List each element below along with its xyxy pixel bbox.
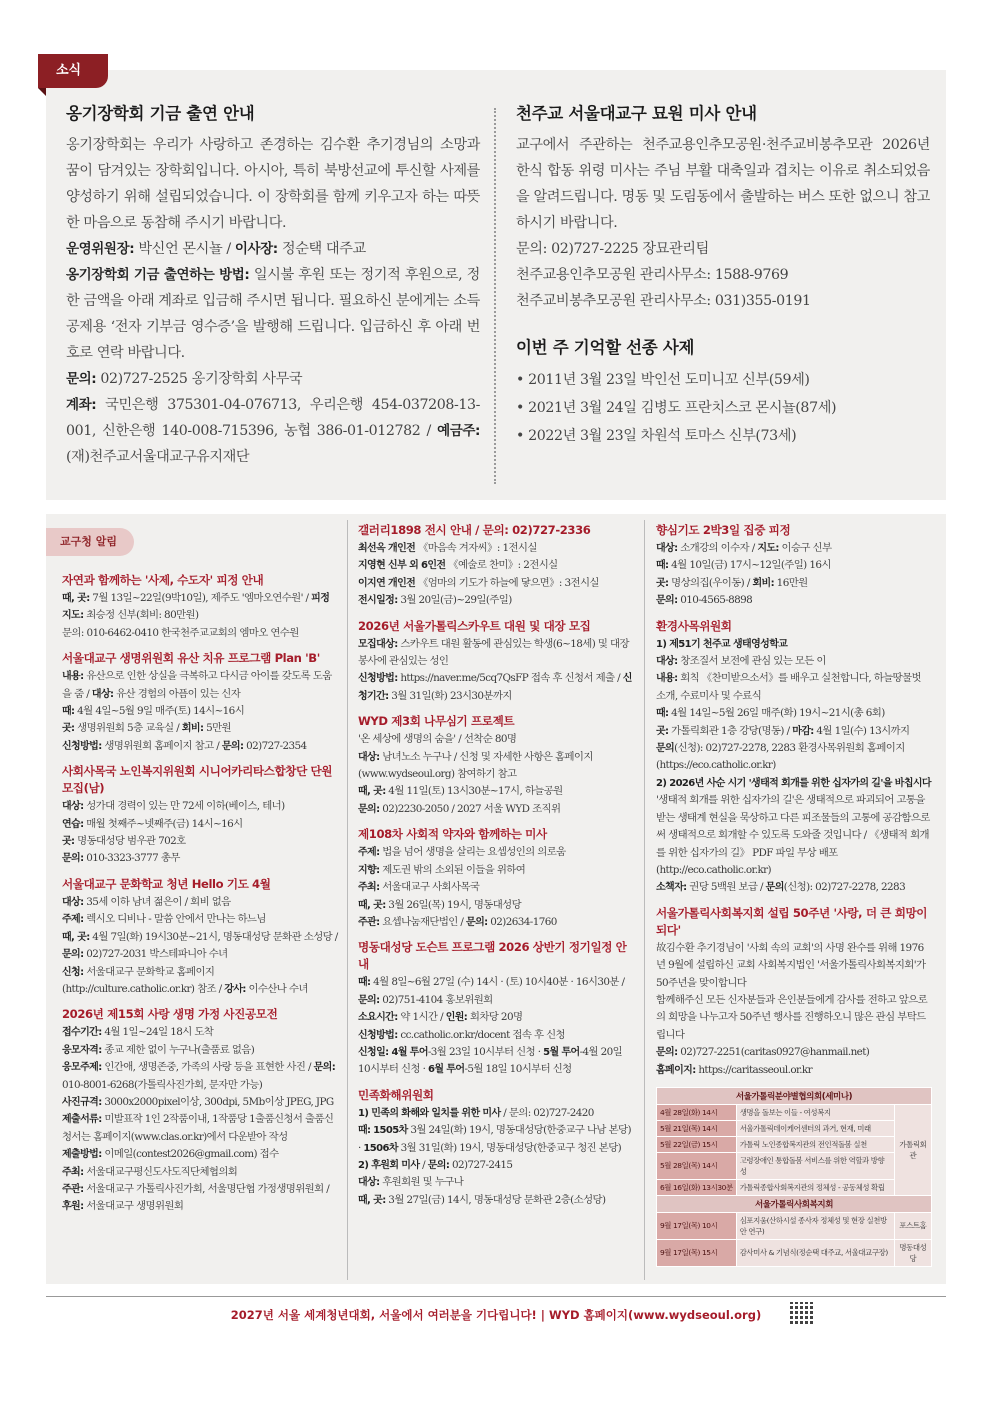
notice-title: 사회사목국 노인복지위원회 시니어카리타스합창단 단원 모집(남) (62, 764, 333, 796)
notice-title: WYD 제3회 나무심기 프로젝트 (358, 714, 515, 729)
notice-title: 명동대성당 도슨트 프로그램 2026 상반기 정기일정 안내 (358, 940, 627, 972)
saint-item: • 2011년 3월 23일 박인선 도미니꼬 신부(59세) (516, 366, 930, 394)
notice-title: 민족화해위원회 (358, 1087, 434, 1102)
table-row (657, 1136, 932, 1152)
schedule-date: 5월 28일(목) 14시 (657, 1152, 737, 1179)
schedule-content: 심포지움(산하시설 종사자 정체성 및 현장 실천방안 연구) (736, 1212, 894, 1239)
notice-title: 자연과 함께하는 '사제, 수도자' 피정 안내 (62, 573, 264, 587)
qr-code-icon (790, 1302, 814, 1326)
notice-block (358, 826, 634, 931)
notice-line: 주관: 서울대교구 가톨릭사진가회, 서울명단협 가정생명위원회 / 후원: 서울대교구 생명위원회 (62, 1182, 330, 1213)
notice-line: 대상: 성가대 경력이 있는 만 72세 이하(베이스, 테너) (62, 800, 285, 813)
notice-line: 때: 4월 14일~5월 26일 매주(화) 19시~21시(총 6회) (656, 707, 885, 720)
notice-line: 때, 곳: 4월 7일(화) 19시30분~21시, 명동대성당 문화관 소성당 / 문의: 02)727-2031 박스테파니아 수녀 (62, 930, 338, 961)
notice-line: 대상: 후원회원 및 누구나 (358, 1176, 464, 1189)
column-3-notices (656, 522, 932, 1079)
notice-line: 2) 후원회 미사 / 문의: 02)727-2415 (358, 1158, 513, 1171)
table-row (657, 1104, 932, 1120)
notice-line: 때: 4월 10일(금) 17시~12일(주일) 16시 (656, 559, 831, 572)
notice-line: 때, 곳: 4월 11일(토) 13시30분~17시, 하늘공원 (358, 785, 563, 798)
chair-label: 운영위원장: (66, 241, 135, 257)
cemetery-contact-2: 천주교용인추모공원 관리사무소: 1588-9769 (516, 267, 789, 283)
notice-line: 주관: 요셉나눔재단법인 / 문의: 02)2634-1760 (358, 915, 557, 928)
notice-title: 2026년 제15회 사랑 생명 가정 사진공모전 (62, 1007, 278, 1022)
notice-line: 문의: 010-4565-8898 (656, 594, 753, 607)
saint-item: • 2021년 3월 24일 김병도 프란치스코 몬시뇰(87세) (516, 394, 930, 422)
cemetery-body (516, 132, 930, 314)
notice-line: 제출방법: 이메일(contest2026@gmail.com) 접수 (62, 1148, 279, 1161)
table-row (657, 1239, 932, 1266)
notice-block (62, 1006, 338, 1215)
notice-line: 내용: 유산으로 인한 상실을 극복하고 다시금 아이를 갖도록 도움을 줌 / 대상: 유산 경험의 아픔이 있는 신자 (62, 670, 332, 700)
notice-line: 신청: 서울대교구 문화학교 홈페이지(http://culture.catholic.or.kr) 참조 / 강사: 이수산나 수녀 (62, 965, 308, 995)
notice-line: 때, 곳: 3월 26일(목) 19시, 명동대성당 (358, 898, 522, 911)
method-label: 옹기장학회 기금 출연하는 방법: (66, 267, 250, 283)
notice-line: 1) 제51기 천주교 생태영성학교 (656, 638, 788, 650)
notice-line: 전시일정: 3월 20일(금)~29일(주일) (358, 594, 512, 607)
schedule-content: 가톨릭종합사회복지관의 정체성 - 공동체성 확립 (736, 1179, 894, 1195)
notice-line: '온 세상에 생명의 숨을' / 선착순 80명 (358, 733, 517, 746)
notice-line: 때: 4월 4일~5월 9일 매주(토) 14시~16시 (62, 705, 245, 718)
schedule-date: 5월 21일(목) 14시 (657, 1120, 737, 1136)
notice-line: 주최: 서울대교구평신도사도직단체협의회 (62, 1165, 238, 1178)
schedule-header: 서울가톨릭사회복지회 (657, 1195, 932, 1212)
saint-item: • 2022년 3월 23일 차원석 토마스 신부(73세) (516, 422, 930, 450)
notice-title: 향심기도 2박3일 집중 피정 (656, 523, 791, 537)
notice-line: 2) 2026년 사순 시기 '생태적 회개를 위한 십자가의 길'을 바칩시다 (656, 777, 931, 789)
notice-title: 서울가톨릭사회복지회 설립 50주년 '사랑, 더 큰 희망이 되다' (656, 905, 928, 937)
director-value: 정순택 대주교 (277, 241, 366, 257)
section-tag-diocese: 교구청 알림 (46, 528, 134, 556)
notice-block (358, 522, 634, 610)
notice-block (656, 905, 932, 1079)
notice-line: 내용: 회칙 《찬미받으소서》를 배우고 실천합니다, 하늘땅물벗 소개, 수료미사 및 수료식 (656, 672, 921, 702)
footer-banner: 2027년 서울 세계청년대회, 서울에서 여러분을 기다립니다! | WYD 홈페이지(www.wydseoul.org) (230, 1308, 762, 1322)
notice-line: 문의(신청): 02)727-2278, 2283 환경사목위원회 홈페이지(https://eco.catholic.or.kr) (656, 742, 905, 772)
schedule-content: 서울가톨릭데이케어센터의 과거, 현재, 미래 (736, 1120, 894, 1136)
notice-line: 대상: 소개강의 이수자 / 지도: 이승구 신부 (656, 542, 832, 554)
notice-line: 접수기간: 4월 1일~24일 18시 도착 (62, 1026, 214, 1039)
notice-title: 제108차 사회적 약자와 함께하는 미사 (358, 827, 547, 842)
notice-line: 때: 4월 8일~6월 27일 (수) 14시 · (토) 10시40분 · 16시30분 / 문의: 02)751-4104 홍보위원회 (358, 976, 625, 1006)
director-label: 이사장: (234, 241, 278, 257)
schedule-content: 가톨릭 노인종합복지관의 전인적돌봄 실천 (736, 1136, 894, 1152)
notice-title: 2026년 서울가톨릭스카우트 대원 및 대장 모집 (358, 618, 591, 633)
notice-line: 지향: 제도권 밖의 소외된 이들을 위하여 (358, 863, 526, 876)
notice-line: 홈페이지: https://caritasseoul.or.kr (656, 1063, 812, 1076)
holder-value: (재)천주교서울대교구유지재단 (66, 449, 250, 465)
cemetery-title: 천주교 서울대교구 묘원 미사 안내 (516, 104, 757, 123)
table-row (657, 1152, 932, 1179)
notice-block (656, 618, 932, 897)
contact-label: 문의: (66, 371, 97, 387)
notice-line: 신청일: 4월 투어-3월 23일 10시부터 신청 · 5월 투어-4월 20일 10시부터 신청 · 6월 투어-5월 18일 10시부터 신청 (358, 1045, 623, 1076)
notice-column-1 (62, 572, 338, 1224)
notice-line: 주최: 서울대교구 사회사목국 (358, 881, 480, 894)
scholarship-intro: 옹기장학회는 우리가 사랑하고 존경하는 김수환 추기경님의 소망과 꿈이 담겨있는 장학회입니다. 아시아, 특히 북방선교에 투신할 사제를 양성하기 위해 설립되었습니다. 이 장학회를 함께 키우고자 하는 따뜻한 마음으로 동참해 주시기 바랍니다. (66, 137, 480, 231)
notice-title: 환경사목위원회 (656, 618, 732, 633)
cemetery-contact-1: 문의: 02)727-2225 장묘관리팀 (516, 241, 709, 257)
notice-line: 문의: 02)2230-2050 / 2027 서울 WYD 조직위 (358, 802, 561, 815)
schedule-date: 5월 22일(금) 15시 (657, 1136, 737, 1152)
footer-rule (46, 1296, 946, 1297)
scholarship-notice (66, 100, 480, 470)
contact-value: 02)727-2525 옹기장학회 사무국 (96, 371, 303, 387)
account-label: 계좌: (66, 397, 97, 413)
column-divider-1 (347, 520, 348, 1280)
notice-line: 대상: 35세 이하 남녀 젊은이 / 회비 없음 (62, 895, 231, 908)
schedule-place: 가톨릭회관 (894, 1104, 931, 1195)
anniversary-schedule-table (656, 1087, 932, 1267)
notice-line: 신청방법: cc.catholic.or.kr/docent 접속 후 신청 (358, 1028, 565, 1041)
section-tag-news: 소식 (38, 54, 108, 88)
notice-line: 신청방법: 생명위원회 홈페이지 참고 / 문의: 02)727-2354 (62, 739, 307, 752)
notice-line: 때, 곳: 3월 27일(금) 14시, 명동대성당 문화관 2층(소성당) (358, 1193, 606, 1206)
notice-line: 사진규격: 3000x2000pixel이상, 300dpi, 5Mb이상 JPEG, JPG (62, 1095, 334, 1108)
chair-value: 박신언 몬시뇰 / (134, 241, 235, 257)
notice-block (358, 713, 634, 818)
method-value: 일시불 후원 또는 정기적 후원으로, 정한 금액을 아래 계좌로 입금해 주시면 됩니다. 필요하신 분에게는 소득공제용 ‘전자 기부금 영수증’을 발행해 드립니다. 입금하신 후 아래 번호로 연락 바랍니다. (66, 267, 480, 361)
notice-line: 소요시간: 약 1시간 / 인원: 회차당 20명 (358, 1011, 523, 1024)
notice-column-2 (358, 522, 634, 1217)
notice-line: '생태적 회개를 위한 십자가의 길'은 생태적으로 파괴되어 고통을 받는 생태계 현실을 묵상하고 다른 피조물들의 고통에 공감함으로써 생태적으로 회개할 수 있도록 도와줄 것입니다 / 《생태적 회개를 위한 십자가의 길》 PDF 파일 무상 배포(http://eco.catholic.or.kr) (656, 794, 930, 876)
holder-label: 예금주: (437, 423, 480, 439)
notice-line: 곳: 명동대성당 범우관 702호 (62, 835, 186, 848)
schedule-header: 서울가톨릭분야별협의회(세미나) (657, 1087, 932, 1104)
notice-block (358, 1087, 634, 1209)
scholarship-body (66, 132, 480, 470)
notice-line: 대상: 창조질서 보전에 관심 있는 모든 이 (656, 655, 826, 668)
notice-line: 이지연 개인전 《엄마의 기도가 하늘에 닿으면》: 3전시실 (358, 576, 599, 589)
notice-line: 때, 곳: 7월 13일~22일(9박10일), 제주도 '엠마오연수원' / 피정 지도: 최승정 신부(회비: 80만원) (62, 592, 330, 622)
notice-line: 곳: 가톨릭회관 1층 강당(명동) / 마감: 4월 1일(수) 13시까지 (656, 724, 910, 737)
notice-line: 주제: 렉시오 디비나 - 말씀 안에서 만나는 하느님 (62, 913, 266, 926)
notice-line: 연습: 매월 첫째주~넷째주(금) 14시~16시 (62, 817, 243, 830)
notice-line: 주제: 법을 넘어 생명을 살리는 요셉성인의 의로움 (358, 846, 566, 859)
notice-title: 서울대교구 문화학교 청년 Hello 기도 4월 (62, 876, 271, 891)
notice-line: 곳: 생명위원회 5층 교육실 / 회비: 5만원 (62, 722, 231, 735)
cemetery-mass-notice (516, 100, 930, 450)
notice-line: 문의: 02)727-2251(caritas0927@hanmail.net) (656, 1046, 870, 1059)
notice-line: 소책자: 권당 5백원 보급 / 문의(신청): 02)727-2278, 2283 (656, 881, 906, 894)
table-row (657, 1212, 932, 1239)
schedule-date: 4월 28일(화) 14시 (657, 1104, 737, 1120)
scholarship-title: 옹기장학회 기금 출연 안내 (66, 104, 255, 123)
notice-block (358, 618, 634, 706)
schedule-content: 감사미사 & 기념식(정순택 대주교, 서울대교구장) (736, 1239, 894, 1266)
table-row (657, 1179, 932, 1195)
column-divider-2 (644, 520, 645, 1280)
notice-block (62, 650, 338, 755)
notice-line: 대상: 남녀노소 누구나 / 신청 및 자세한 사항은 홈페이지(www.wydseoul.org) 참여하기 참고 (358, 750, 593, 781)
notice-line: 응모자격: 종교 제한 없이 누구나(출품료 없음) (62, 1043, 255, 1056)
notice-line: 응모주제: 인간애, 생명존중, 가족의 사랑 등을 표현한 사진 / 문의: 010-8001-6268(가톨릭사진가회, 문자만 가능) (62, 1061, 336, 1091)
notice-block (62, 763, 338, 868)
saints-list (516, 366, 930, 450)
schedule-content: 고령장애인 통합돌봄 서비스를 위한 역할과 방향성 (736, 1152, 894, 1179)
notice-title: 서울대교구 생명위원회 유산 치유 프로그램 Plan 'B' (62, 651, 320, 666)
notice-title: 갤러리1898 전시 안내 / 문의: 02)727-2336 (358, 523, 591, 537)
notice-line: 문의: 010-3323-3777 총무 (62, 852, 180, 865)
saints-title: 이번 주 기억할 선종 사제 (516, 338, 695, 357)
notice-block (656, 522, 932, 610)
notice-line: 제출서류: 미발표작 1인 2작품이내, 1작품당 1출품신청서 출품신청서는 홈페이지(www.clas.or.kr)에서 다운받아 작성 (62, 1113, 334, 1143)
notice-line: 신청방법: https://naver.me/5cq7QsFP 접속 후 신청서 제출 / 신청기간: 3월 31일(화) 23시30분까지 (358, 672, 632, 702)
notice-block (358, 939, 634, 1078)
notice-line: 때: 1505차 3월 24일(화) 19시, 명동대성당(한중교구 나남 본당) · 1506차 3월 31일(화) 19시, 명동대성당(한중교구 청진 본당) (358, 1124, 631, 1154)
schedule-date: 9월 17일(목) 10시 (657, 1212, 737, 1239)
notice-line: 최선옥 개인전 《마음속 겨자씨》: 1전시실 (358, 542, 537, 554)
notice-line: 1) 민족의 화해와 일치를 위한 미사 / 문의: 02)727-2420 (358, 1106, 594, 1119)
notice-line: 문의: 010-6462-0410 한국천주교교회의 엠마오 연수원 (62, 626, 299, 639)
cemetery-contact-3: 천주교비봉추모공원 관리사무소: 031)355-0191 (516, 293, 811, 309)
notice-block (62, 876, 338, 998)
schedule-date: 9월 17일(목) 15시 (657, 1239, 737, 1266)
notice-line: 함께해주신 모든 신자분들과 은인분들에게 감사를 전하고 앞으로의 희망을 나누고자 50주년 행사를 진행하오니 많은 관심 부탁드립니다 (656, 993, 928, 1041)
account-value: 국민은행 375301-04-076713, 우리은행 454-037208-13-001, 신한은행 140-008-715396, 농협 386-01-012782 / (66, 397, 480, 439)
schedule-date: 6월 16일(화) 13시30분 (657, 1179, 737, 1195)
schedule-content: 생명을 돌보는 이들 - 여성복지 (736, 1104, 894, 1120)
cemetery-intro: 교구에서 주관하는 천주교용인추모공원·천주교비봉추모관 2026년 한식 합동 위령 미사는 주님 부활 대축일과 겹치는 이유로 취소되었음을 알려드립니다. 명동 및 도림동에서 출발하는 버스 또한 없으니 참고하시기 바랍니다. (516, 137, 930, 231)
schedule-place: 포스트홈 (894, 1212, 931, 1239)
notice-line: 모집대상: 스카우트 대원 활동에 관심있는 학생(6~18세) 및 대장 봉사에 관심있는 성인 (358, 637, 629, 668)
notice-line: 곳: 명상의집(우이동) / 회비: 16만원 (656, 576, 808, 589)
table-row (657, 1120, 932, 1136)
schedule-place: 명동대성당 (894, 1239, 931, 1266)
notice-line: 지영현 신부 외 6인전 《예술로 찬미》: 2전시실 (358, 559, 558, 572)
top-divider (494, 108, 496, 484)
notice-column-3 (656, 522, 932, 1267)
notice-block (62, 572, 338, 642)
notice-line: 故김수환 추기경님이 '사회 속의 교회'의 사명 완수를 위해 1976년 9월에 설립하신 교회 사회복지법인 '서울가톨릭사회복지회'가 50주년을 맞이합니다 (656, 941, 926, 989)
